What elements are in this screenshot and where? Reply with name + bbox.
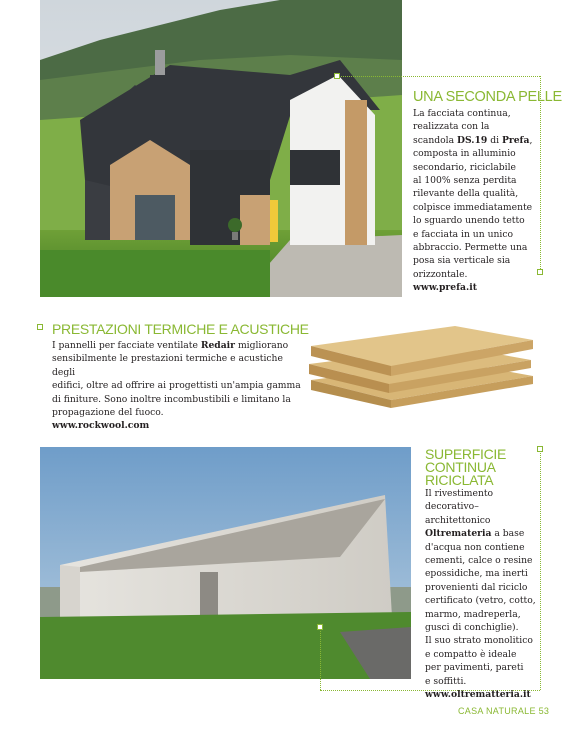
article3-title: SUPERFICIE CONTINUA RICICLATA (425, 446, 507, 488)
article2-url[interactable]: www.rockwool.com (52, 420, 150, 432)
article2-title: PRESTAZIONI TERMICHE E ACUSTICHE (52, 321, 309, 337)
page-number: 53 (538, 706, 550, 716)
frame-corner-marker (317, 624, 323, 630)
frame-line (337, 76, 540, 77)
product-name: DS.19 (457, 134, 488, 146)
concrete-building-photo (40, 447, 411, 679)
frame-corner-marker (334, 73, 340, 79)
magazine-name: CASA NATURALE (458, 706, 536, 716)
insulation-panels-photo (305, 318, 537, 410)
frame-line (320, 628, 321, 690)
article3-url[interactable]: www.oltrematteria.it (425, 689, 531, 701)
building-illustration (40, 447, 411, 679)
frame-corner-marker (537, 446, 543, 452)
brand-name: Redair (200, 340, 236, 351)
brand-name: Prefa (501, 134, 530, 146)
house-illustration (40, 0, 402, 297)
frame-corner-marker (37, 324, 43, 330)
frame-line (540, 76, 541, 273)
article3-text: Il rivestimento decorativo– architettonico Oltremateria a base d'acqua non contiene cementi, calce o resine epossidiche, ma inerti provenienti dal riciclo certificato (vetro, cotto, marmo, madreperla, gusci di conchiglie). Il suo strato monolitico e compatto è ideale per pavimenti, pareti e soffitti. www.oltrematteria.it (425, 488, 536, 701)
insulation-panels-illustration (305, 318, 537, 410)
brand-name: Oltremateria (425, 528, 492, 540)
article1-title: UNA SECONDA PELLE (413, 89, 562, 105)
house-photo (40, 0, 402, 297)
page-footer (458, 706, 549, 716)
article2-text: I pannelli per facciate ventilate Redair migliorano sensibilmente le prestazioni termiche e acustiche degli edifici, oltre ad offrire ai progettisti un'ampia gamma di finiture. Sono inoltre incombustibili e limitano la propagazione del fuoco. www.rockwool.com (52, 340, 301, 432)
article1-text: La facciata continua, realizzata con la scandola DS.19 di Prefa, composta in alluminio secondario, riciclabile al 100% senza perdita rilevante della qualità, colpisce immediatamente lo sguardo unendo tetto e facciata in un unico abbraccio. Permette una posa sia verticale sia orizzontale. www.prefa.it (413, 107, 538, 295)
article1-url[interactable]: www.prefa.it (413, 282, 477, 294)
frame-line (540, 450, 541, 690)
